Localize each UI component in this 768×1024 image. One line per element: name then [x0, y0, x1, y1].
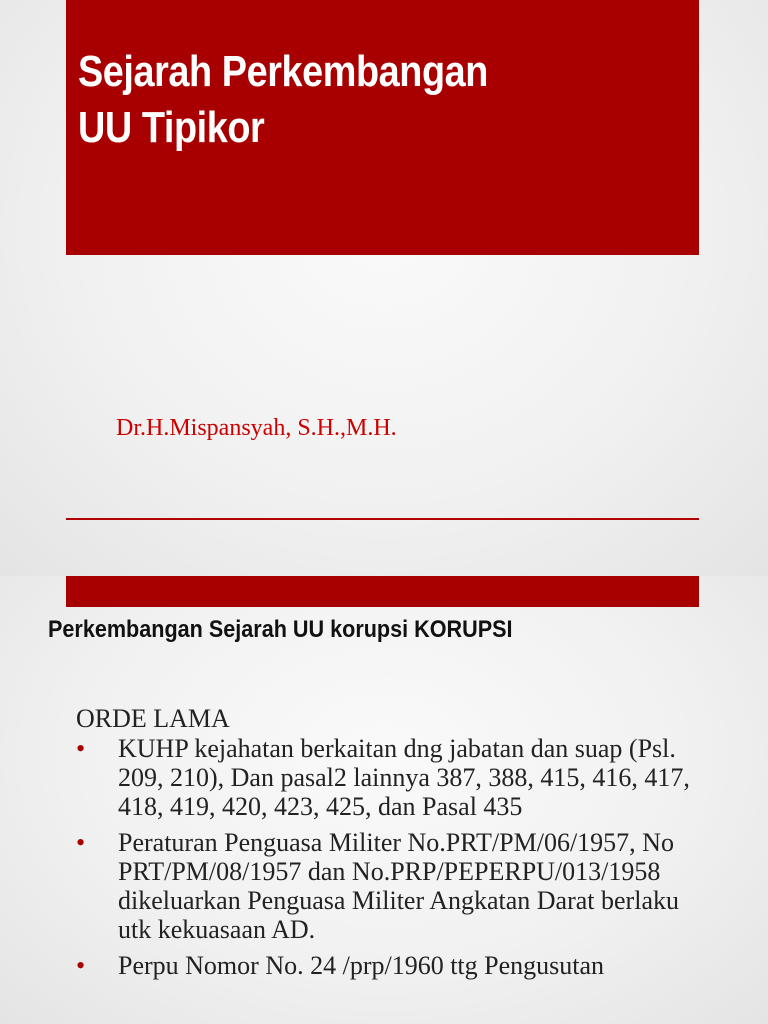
divider-line	[66, 518, 699, 520]
author-name: Dr.H.Mispansyah, S.H.,M.H.	[116, 415, 397, 441]
bullet-icon: •	[76, 734, 86, 763]
bullet-item	[76, 828, 716, 944]
bullet-item	[76, 951, 716, 980]
bullet-icon: •	[76, 828, 86, 857]
content-slide	[0, 576, 768, 1024]
bullet-list	[76, 734, 716, 980]
bullet-text: Peraturan Penguasa Militer No.PRT/PM/06/1957, No PRT/PM/08/1957 dan No.PRP/PEPERPU/013/1958 dikeluarkan Penguasa Militer Angkatan Darat berlaku utk kekuasaan AD.	[118, 828, 679, 944]
red-accent-bar	[66, 576, 699, 607]
section-label: ORDE LAMA	[76, 704, 230, 733]
slide-heading: Perkembangan Sejarah UU korupsi KORUPSI	[48, 616, 513, 643]
slide-content	[76, 704, 716, 987]
title-line-2: UU Tipikor	[78, 103, 265, 152]
title-line-1: Sejarah Perkembangan	[78, 47, 488, 96]
bullet-text: Perpu Nomor No. 24 /prp/1960 ttg Pengusutan	[118, 951, 605, 980]
bullet-text: KUHP kejahatan berkaitan dng jabatan dan suap (Psl. 209, 210), Dan pasal2 lainnya 387, 388, 415, 416, 417, 418, 419, 420, 423, 425, dan Pasal 435	[118, 734, 690, 821]
bullet-item	[76, 734, 716, 821]
slide-title	[78, 44, 594, 156]
bullet-icon: •	[76, 951, 86, 980]
title-block	[66, 0, 699, 255]
